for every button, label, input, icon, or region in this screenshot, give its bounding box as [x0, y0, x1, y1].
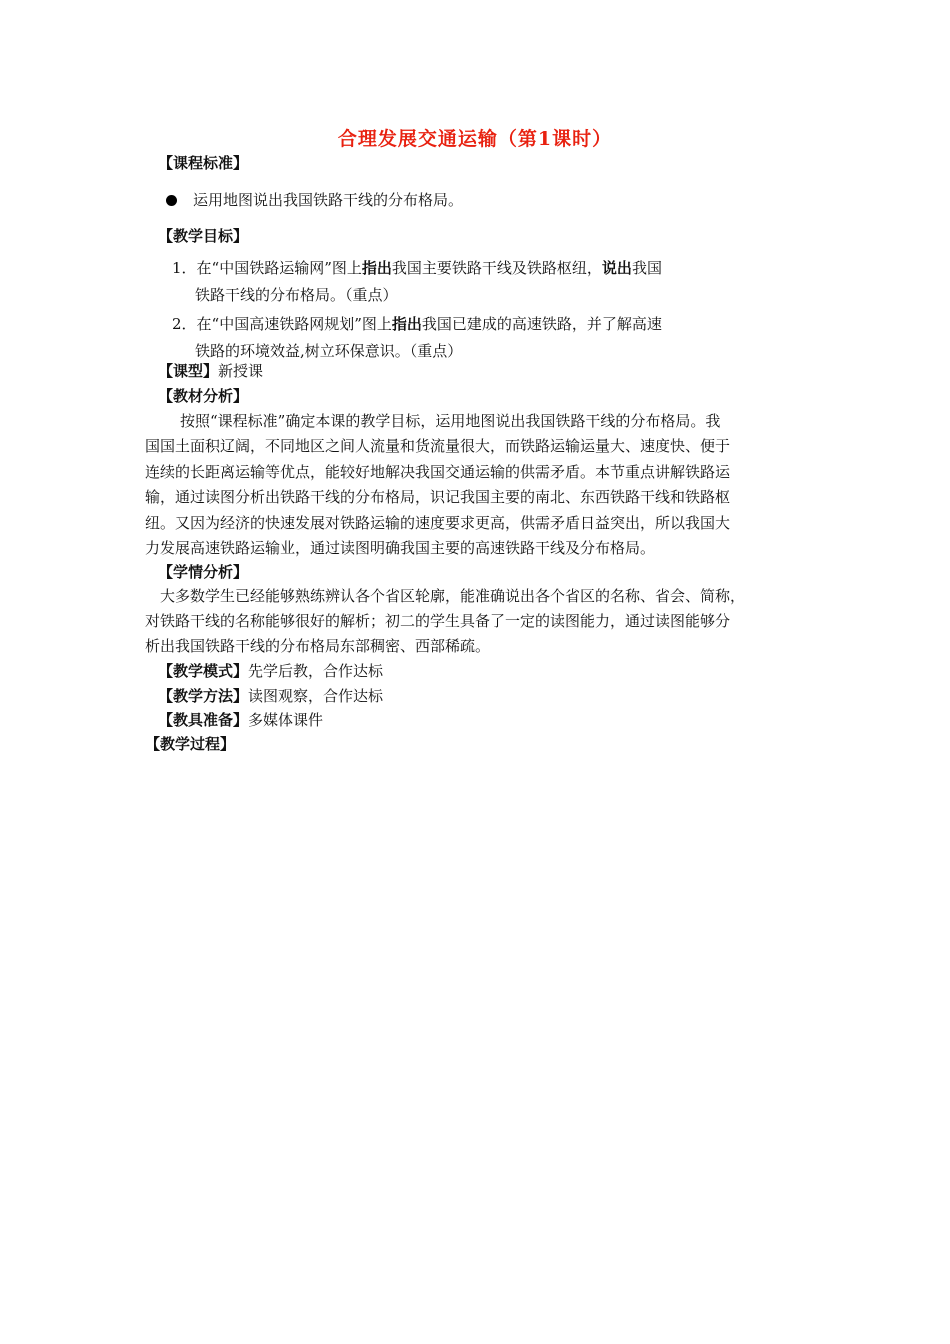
learner-analysis-heading: 【学情分析】: [158, 563, 249, 581]
lesson-type-value: 新授课: [218, 362, 264, 380]
bullet-icon: [166, 195, 177, 206]
teaching-goals-heading: 【教学目标】: [158, 227, 249, 245]
goal-item-1-bold-a: 指出: [361, 259, 392, 277]
course-standard-bullet: 运用地图说出我国铁路干线的分布格局。: [193, 191, 464, 209]
learner-analysis-line: 析出我国铁路干线的分布格局东部稠密、西部稀疏。: [145, 637, 491, 655]
material-analysis-line: 纽。又因为经济的快速发展对铁路运输的速度要求更高，供需矛盾日益突出，所以我国大: [145, 514, 731, 532]
material-analysis-line: 力发展高速铁路运输业，通过读图明确我国主要的高速铁路干线及分布格局。: [145, 539, 656, 557]
teaching-aids-value: 多媒体课件: [248, 711, 324, 729]
material-analysis-line: 国国土面积辽阔，不同地区之间人流量和货流量很大，而铁路运输运量大、速度快、便于: [145, 437, 731, 455]
goal-item-1-bold-b: 说出: [601, 259, 632, 277]
lesson-type-heading: 【课型】: [158, 362, 219, 380]
lesson-type-row: [158, 360, 263, 381]
teaching-mode-value: 先学后教，合作达标: [248, 662, 384, 680]
teaching-aids-row: [158, 709, 323, 730]
teaching-aids-heading: 【教具准备】: [158, 711, 249, 729]
goal-item-1-text-c: 我国: [631, 259, 662, 277]
goal-item-1-line-2: 铁路干线的分布格局。（重点）: [195, 286, 398, 304]
material-analysis-line: 连续的长距离运输等优点，能较好地解决我国交通运输的供需矛盾。本节重点讲解铁路运: [145, 463, 731, 481]
goal-item-2-line-2: 铁路的环境效益,树立环保意识。（重点）: [195, 342, 463, 360]
material-analysis-line: 按照“课程标准”确定本课的教学目标，运用地图说出我国铁路干线的分布格局。我: [180, 412, 721, 430]
goal-item-2-line-1: [172, 313, 662, 334]
learner-analysis-line: 大多数学生已经能够熟练辨认各个省区轮廓，能准确说出各个省区的名称、省会、简称，: [160, 587, 746, 605]
material-analysis-heading: 【教材分析】: [158, 387, 249, 405]
goal-item-2-bold-a: 指出: [391, 315, 422, 333]
goal-item-2-number: 2．: [172, 315, 197, 333]
goal-item-1-text-b: 我国主要铁路干线及铁路枢纽，: [391, 259, 602, 277]
goal-item-2-text-b: 我国已建成的高速铁路，并了解高速: [421, 315, 662, 333]
goal-item-1-line-1: [172, 257, 662, 278]
goal-item-1-text-a: 在“中国铁路运输网”图上: [196, 259, 362, 277]
teaching-method-value: 读图观察，合作达标: [248, 687, 384, 705]
goal-item-1-number: 1．: [172, 259, 197, 277]
course-standard-heading: 【课程标准】: [158, 154, 249, 172]
material-analysis-line: 输，通过读图分析出铁路干线的分布格局，识记我国主要的南北、东西铁路干线和铁路枢: [145, 488, 731, 506]
teaching-mode-row: [158, 660, 383, 681]
teaching-method-row: [158, 685, 383, 706]
document-title: 合理发展交通运输（第1课时）: [337, 128, 613, 150]
goal-item-2-text-a: 在“中国高速铁路网规划”图上: [196, 315, 392, 333]
learner-analysis-line: 对铁路干线的名称能够很好的解析；初二的学生具备了一定的读图能力，通过读图能够分: [145, 612, 731, 630]
teaching-method-heading: 【教学方法】: [158, 687, 249, 705]
teaching-mode-heading: 【教学模式】: [158, 662, 249, 680]
teaching-process-heading: 【教学过程】: [145, 735, 236, 753]
